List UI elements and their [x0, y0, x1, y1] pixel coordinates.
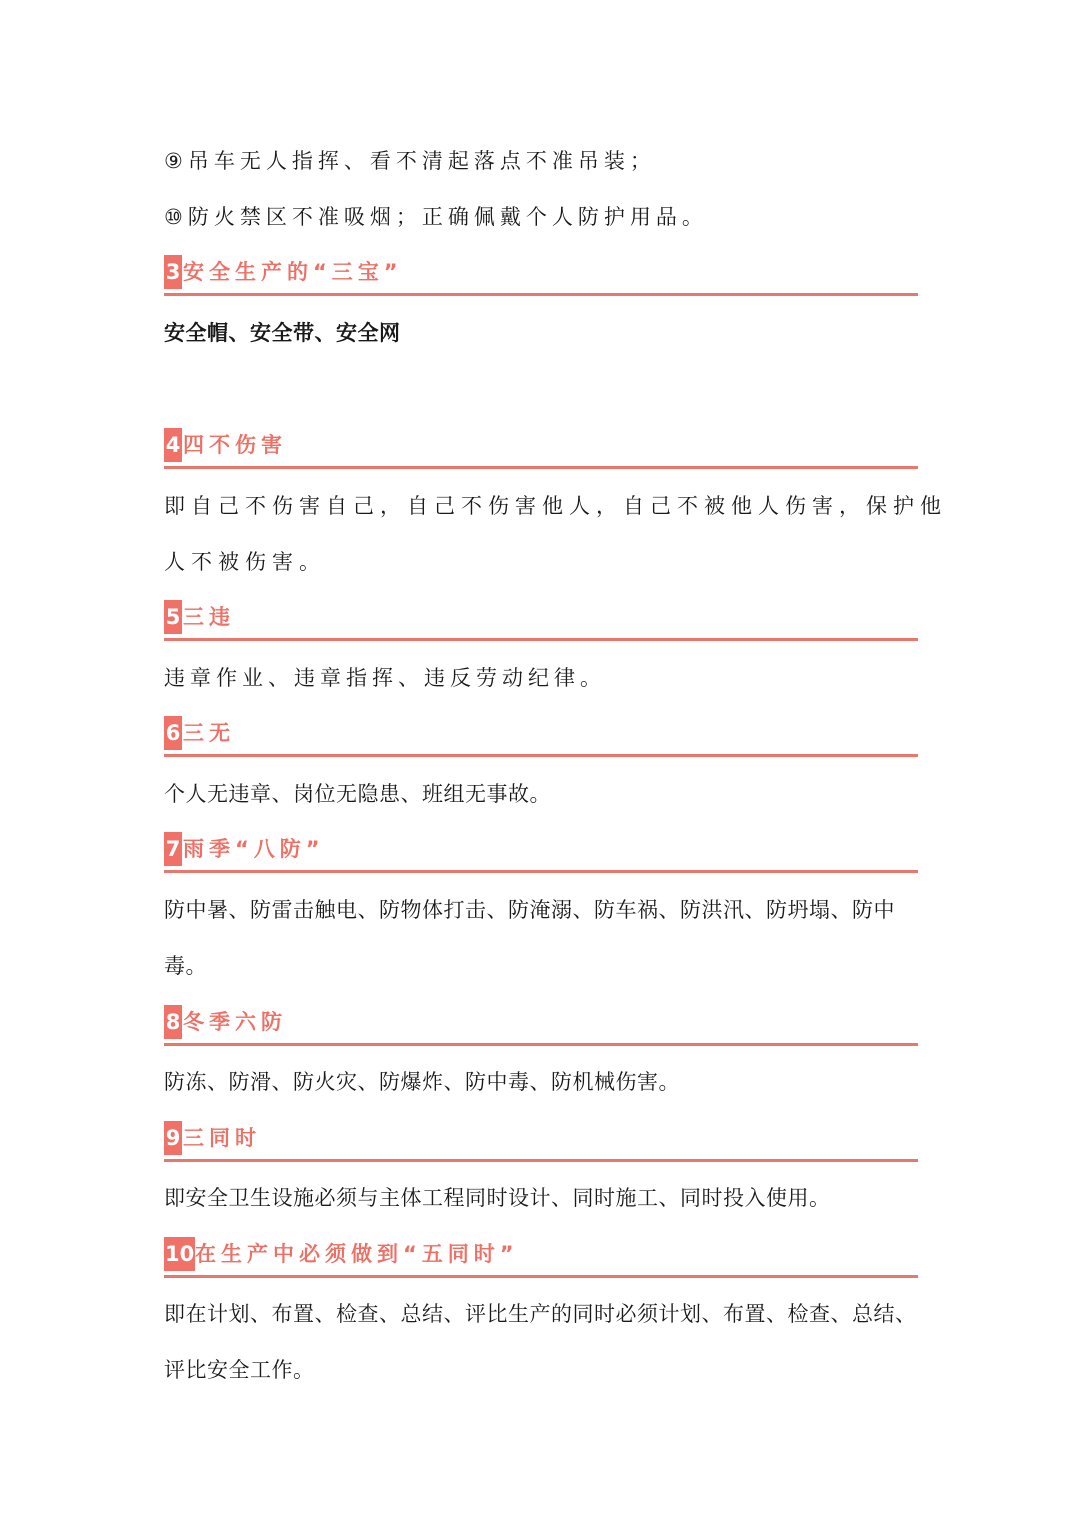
section-heading-6	[164, 716, 918, 757]
section-body-line: 毒。	[164, 954, 207, 978]
list-item-9: ⑨吊车无人指挥、看不清起落点不准吊装；	[164, 149, 656, 173]
section-title: 在生产中必须做到“五同时”	[195, 1242, 519, 1266]
section-number-badge: 6	[164, 716, 182, 750]
section-title: 三违	[183, 605, 235, 629]
section-body-line: 违章作业、违章指挥、违反劳动纪律。	[164, 666, 606, 690]
section-body-line: 即在计划、布置、检查、总结、评比生产的同时必须计划、布置、检查、总结、	[164, 1302, 917, 1326]
section-heading-4	[164, 428, 918, 469]
section-title: 雨季“八防”	[183, 837, 325, 861]
list-item-10: ⑩防火禁区不准吸烟；正确佩戴个人防护用品。	[164, 205, 708, 229]
section-number-badge: 3	[164, 255, 182, 289]
section-body-line: 安全帽、安全带、安全网	[164, 321, 401, 345]
section-body-line: 个人无违章、岗位无隐患、班组无事故。	[164, 782, 551, 806]
section-number-badge: 10	[164, 1237, 195, 1271]
section-number-badge: 8	[164, 1005, 182, 1039]
section-title: 安全生产的“三宝”	[183, 260, 403, 284]
section-heading-10	[164, 1237, 918, 1278]
section-heading-7	[164, 832, 918, 873]
section-body-line: 防冻、防滑、防火灾、防爆炸、防中毒、防机械伤害。	[164, 1070, 680, 1094]
section-body-line: 即自己不伤害自己，自己不伤害他人，自己不被他人伤害，保护他	[164, 494, 947, 518]
section-body-line: 人不被伤害。	[164, 550, 326, 574]
section-heading-8	[164, 1005, 918, 1046]
section-title: 三无	[183, 721, 235, 745]
section-title: 三同时	[183, 1126, 261, 1150]
section-heading-5	[164, 600, 918, 641]
section-number-badge: 4	[164, 428, 182, 462]
section-body-line: 即安全卫生设施必须与主体工程同时设计、同时施工、同时投入使用。	[164, 1186, 831, 1210]
section-heading-3	[164, 255, 918, 296]
section-body-line: 防中暑、防雷击触电、防物体打击、防淹溺、防车祸、防洪汛、防坍塌、防中	[164, 898, 895, 922]
section-title: 四不伤害	[183, 433, 287, 457]
section-title: 冬季六防	[183, 1010, 287, 1034]
section-number-badge: 9	[164, 1121, 182, 1155]
section-heading-9	[164, 1121, 918, 1162]
section-number-badge: 5	[164, 600, 182, 634]
section-number-badge: 7	[164, 832, 182, 866]
section-body-line: 评比安全工作。	[164, 1358, 315, 1382]
